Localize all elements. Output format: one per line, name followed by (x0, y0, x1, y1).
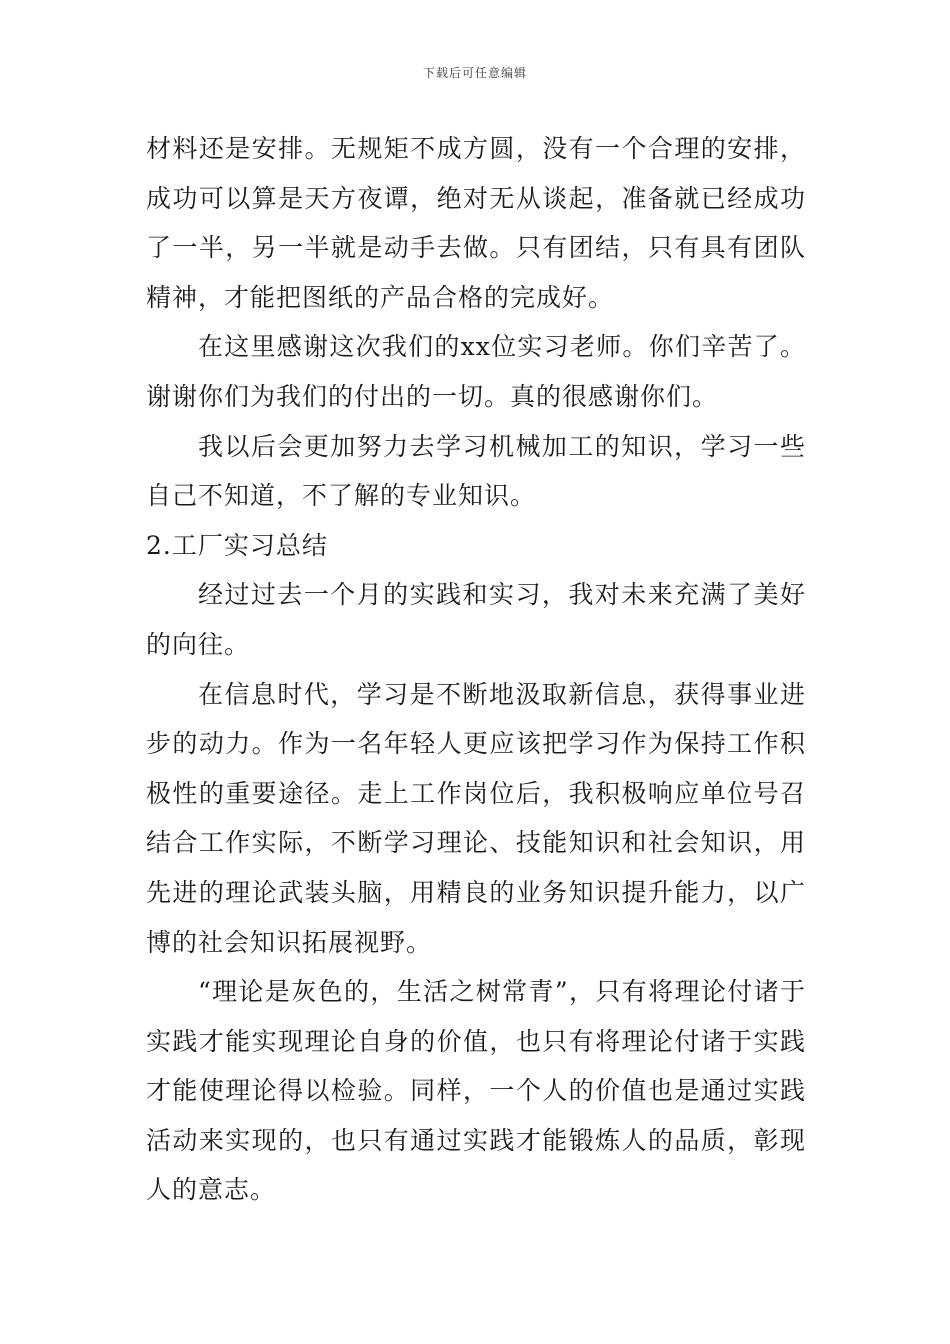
paragraph: 在这里感谢这次我们的xx位实习老师。你们辛苦了。谢谢你们为我们的付出的一切。真的很感谢你们。 (146, 332, 806, 411)
section-heading: 2.工厂实习总结 (146, 530, 328, 560)
paragraph: “理论是灰色的，生活之树常青”，只有将理论付诸于实践才能实现理论自身的价值，也只有将理论付诸于实践才能使理论得以检验。同样，一个人的价值也是通过实践活动来实现的，也只有通过实践才能锻炼人的品质，彰现人的意志。 (146, 977, 806, 1205)
document-body (146, 124, 806, 1215)
paragraph: 经过过去一个月的实践和实习，我对未来充满了美好的向往。 (146, 580, 806, 659)
paragraph: 在信息时代，学习是不断地汲取新信息，获得事业进步的动力。作为一名年轻人更应该把学习作为保持工作积极性的重要途径。走上工作岗位后，我积极响应单位号召结合工作实际，不断学习理论、技能知识和社会知识，用先进的理论武装头脑，用精良的业务知识提升能力，以广博的社会知识拓展视野。 (146, 679, 806, 957)
paragraph: 我以后会更加努力去学习机械加工的知识，学习一些自己不知道，不了解的专业知识。 (146, 431, 806, 511)
paragraph: 材料还是安排。无规矩不成方圆，没有一个合理的安排，成功可以算是天方夜谭，绝对无从谈起，准备就已经成功了一半，另一半就是动手去做。只有团结，只有具有团队精神，才能把图纸的产品合格的完成好。 (146, 134, 806, 312)
page-header: 下载后可任意编辑 (422, 66, 527, 80)
